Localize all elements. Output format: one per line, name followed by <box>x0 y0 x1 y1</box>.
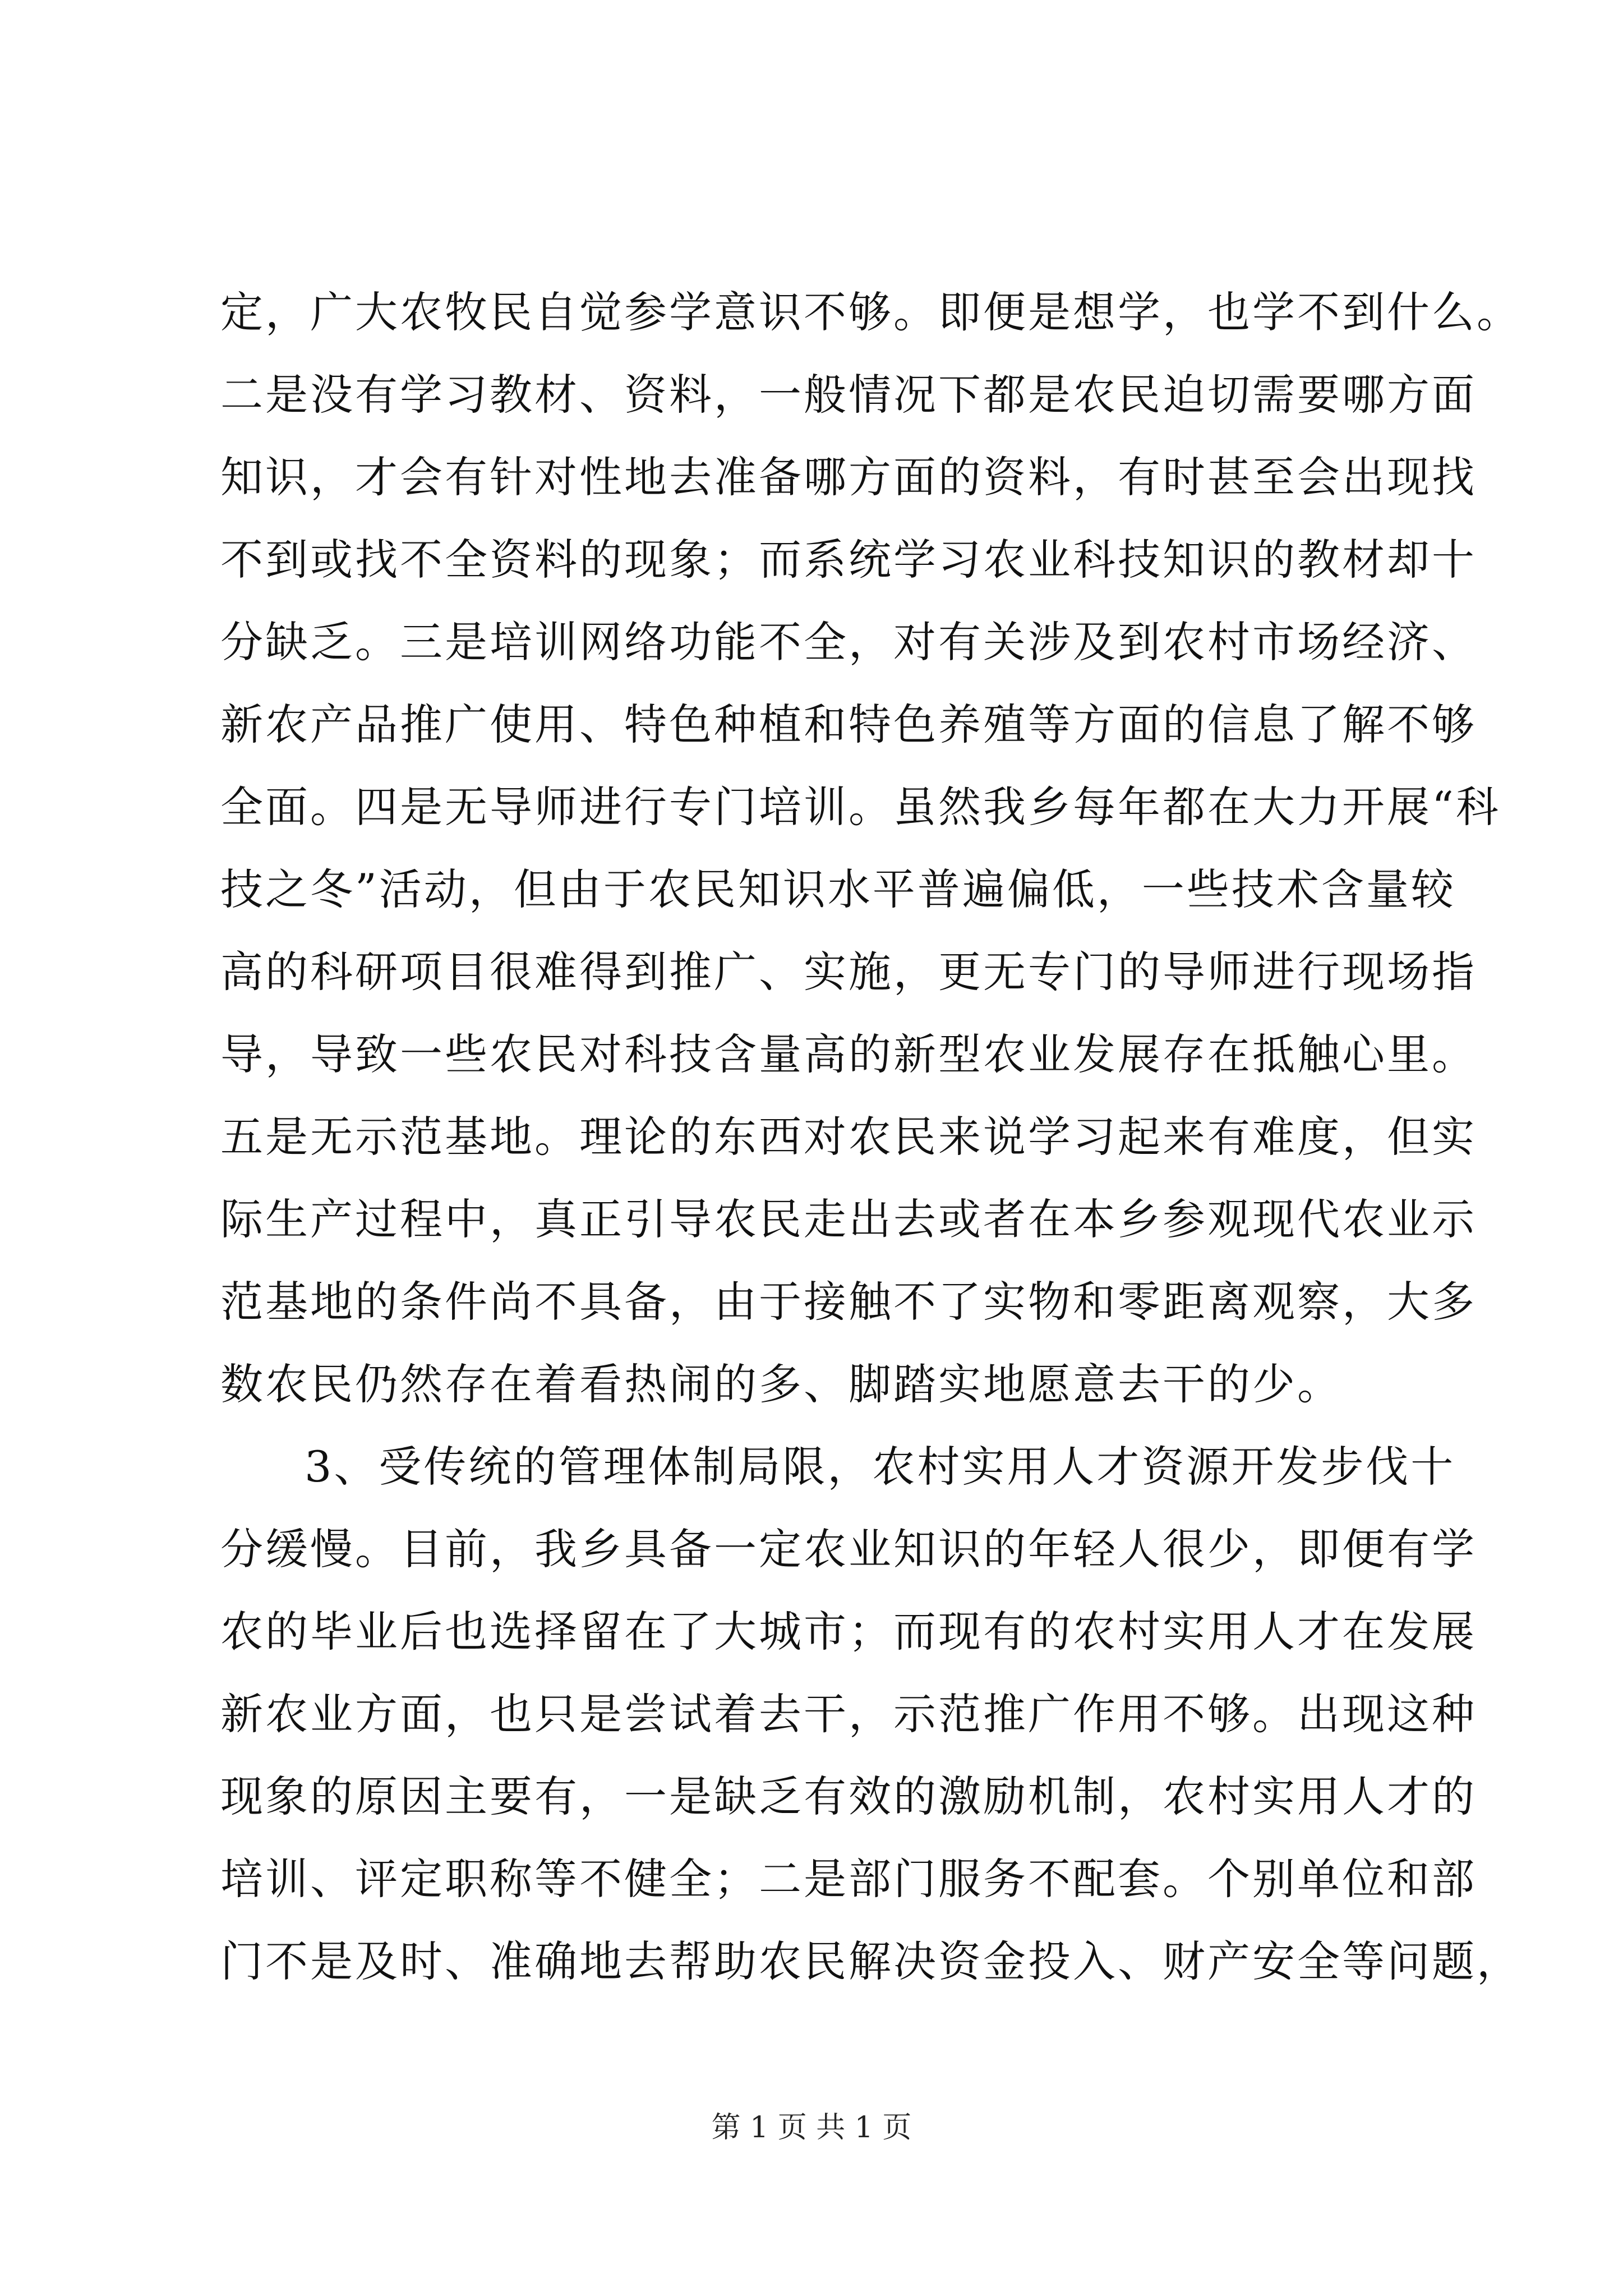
text-line: 二是没有学习教材、资料，一般情况下都是农民迫切需要哪方面 <box>220 370 1477 420</box>
paragraph-start-line: 3、受传统的管理体制局限，农村实用人才资源开发步伐十 <box>305 1442 1456 1492</box>
text-line: 导，导致一些农民对科技含量高的新型农业发展存在抵触心里。 <box>220 1029 1477 1079</box>
text-line: 际生产过程中，真正引导农民走出去或者在本乡参观现代农业示 <box>220 1194 1477 1244</box>
body-text <box>220 271 1521 2003</box>
text-line: 分缺乏。三是培训网络功能不全，对有关涉及到农村市场经济、 <box>220 617 1477 667</box>
text-line: 数农民仍然存在着看热闹的多、脚踏实地愿意去干的少。 <box>220 1359 1342 1409</box>
text-line: 技之冬”活动，但由于农民知识水平普遍偏低，一些技术含量较 <box>220 864 1456 914</box>
page-footer: 第 1 页 共 1 页 <box>711 2111 912 2145</box>
text-line: 高的科研项目很难得到推广、实施，更无专门的导师进行现场指 <box>220 947 1477 997</box>
text-line: 定，广大农牧民自觉参学意识不够。即便是想学，也学不到什么。 <box>220 287 1521 337</box>
text-line: 五是无示范基地。理论的东西对农民来说学习起来有难度，但实 <box>220 1112 1477 1162</box>
text-line: 不到或找不全资料的现象；而系统学习农业科技知识的教材却十 <box>220 535 1477 585</box>
text-line: 全面。四是无导师进行专门培训。虽然我乡每年都在大力开展“科 <box>220 782 1501 832</box>
text-line: 培训、评定职称等不健全；二是部门服务不配套。个别单位和部 <box>220 1854 1477 1904</box>
text-line: 分缓慢。目前，我乡具备一定农业知识的年轻人很少，即便有学 <box>220 1524 1477 1574</box>
text-line: 门不是及时、准确地去帮助农民解决资金投入、财产安全等问题， <box>220 1936 1521 1986</box>
text-line: 范基地的条件尚不具备，由于接触不了实物和零距离观察，大多 <box>220 1277 1477 1327</box>
text-line: 农的毕业后也选择留在了大城市；而现有的农村实用人才在发展 <box>220 1607 1477 1657</box>
text-line: 新农业方面，也只是尝试着去干，示范推广作用不够。出现这种 <box>220 1689 1477 1739</box>
text-line: 新农产品推广使用、特色种植和特色养殖等方面的信息了解不够 <box>220 700 1477 749</box>
text-line: 知识，才会有针对性地去准备哪方面的资料，有时甚至会出现找 <box>220 452 1477 502</box>
text-line: 现象的原因主要有，一是缺乏有效的激励机制，农村实用人才的 <box>220 1772 1477 1821</box>
